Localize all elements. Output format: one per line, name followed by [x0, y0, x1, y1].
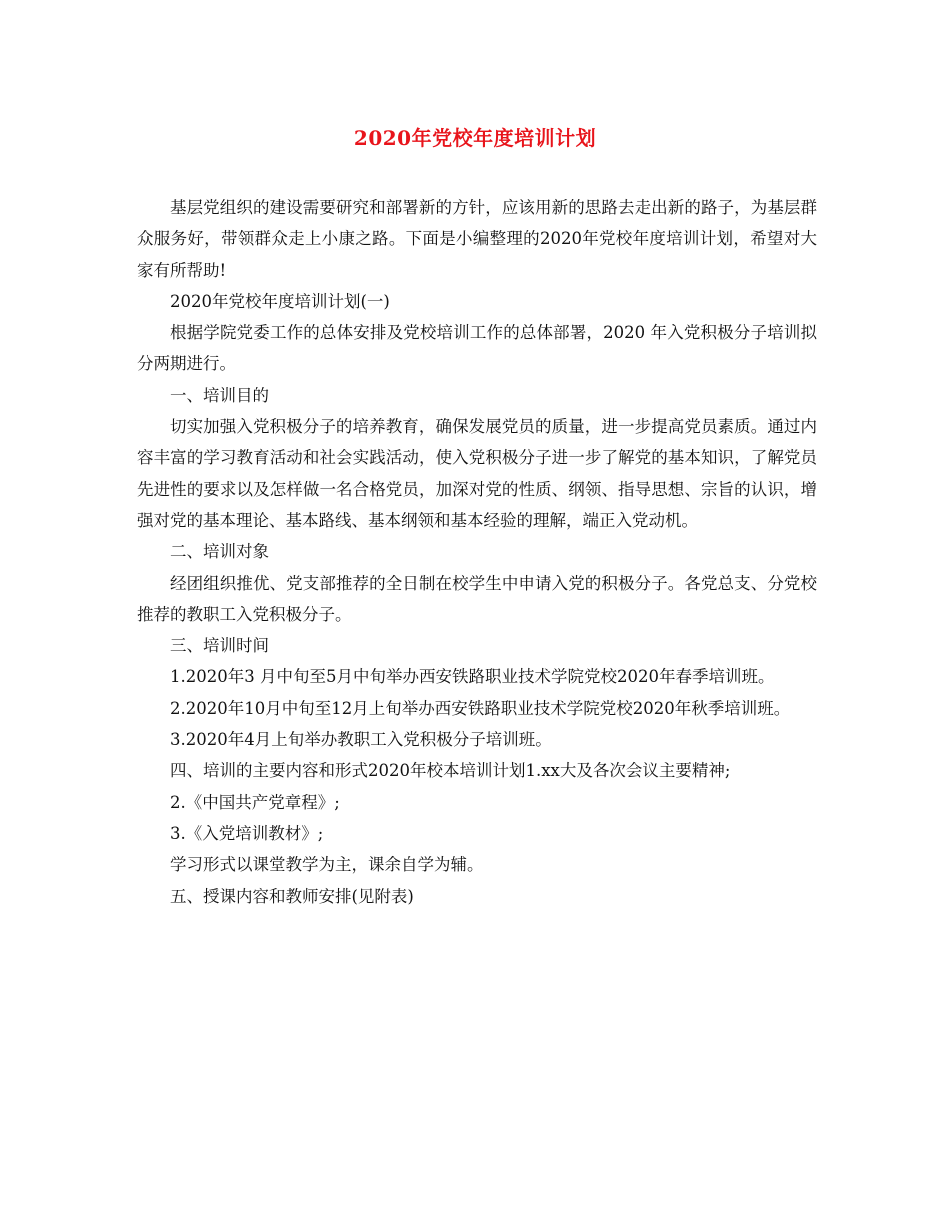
heading-training-content: 四、培训的主要内容和形式2020年校本培训计划1.xx大及各次会议主要精神;	[170, 761, 731, 781]
paragraph-training-purpose: 切实加强入党积极分子的培养教育，确保发展党员的质量，进一步提高党员素质。通过内容丰富的学习教育活动和社会实践活动，使入党积极分子进一步了解党的基本知识，了解党员先进性的要求以及怎样做一名合格党员，加深对党的性质、纲领、指导思想、宗旨的认识，增强对党的基本理论、基本路线、基本纲领和基本经验的理解，端正入党动机。	[137, 417, 817, 530]
heading-training-targets: 二、培训对象	[170, 542, 269, 562]
paragraph-intro: 基层党组织的建设需要研究和部署新的方针，应该用新的思路去走出新的路子，为基层群众服务好，带领群众走上小康之路。下面是小编整理的2020年党校年度培训计划，希望对大家有所帮助!	[137, 198, 817, 280]
heading-teaching-arrangement: 五、授课内容和教师安排(见附表)	[170, 886, 414, 906]
heading-training-purpose: 一、培训目的	[170, 385, 269, 405]
list-item-content-2: 2.《中国共产党章程》;	[170, 792, 340, 812]
document-body	[137, 192, 817, 912]
heading-training-time: 三、培训时间	[170, 636, 269, 656]
paragraph-section-heading-plan-one: 2020年党校年度培训计划(一)	[170, 291, 390, 311]
paragraph-training-targets: 经团组织推优、党支部推荐的全日制在校学生中申请入党的积极分子。各党总支、分党校推荐的教职工入党积极分子。	[137, 573, 817, 624]
document-title: 2020年党校年度培训计划	[353, 126, 597, 150]
list-item-time-1: 1.2020年3 月中旬至5月中旬举办西安铁路职业技术学院党校2020年春季培训班。	[170, 667, 775, 687]
list-item-content-3: 3.《入党培训教材》;	[170, 823, 324, 843]
paragraph-overview: 根据学院党委工作的总体安排及党校培训工作的总体部署，2020 年入党积极分子培训拟分两期进行。	[137, 323, 817, 374]
list-item-time-2: 2.2020年10月中旬至12月上旬举办西安铁路职业技术学院党校2020年秋季培训班。	[170, 698, 791, 718]
list-item-time-3: 3.2020年4月上旬举办教职工入党积极分子培训班。	[170, 730, 552, 750]
paragraph-learning-form: 学习形式以课堂教学为主，课余自学为辅。	[170, 855, 484, 875]
